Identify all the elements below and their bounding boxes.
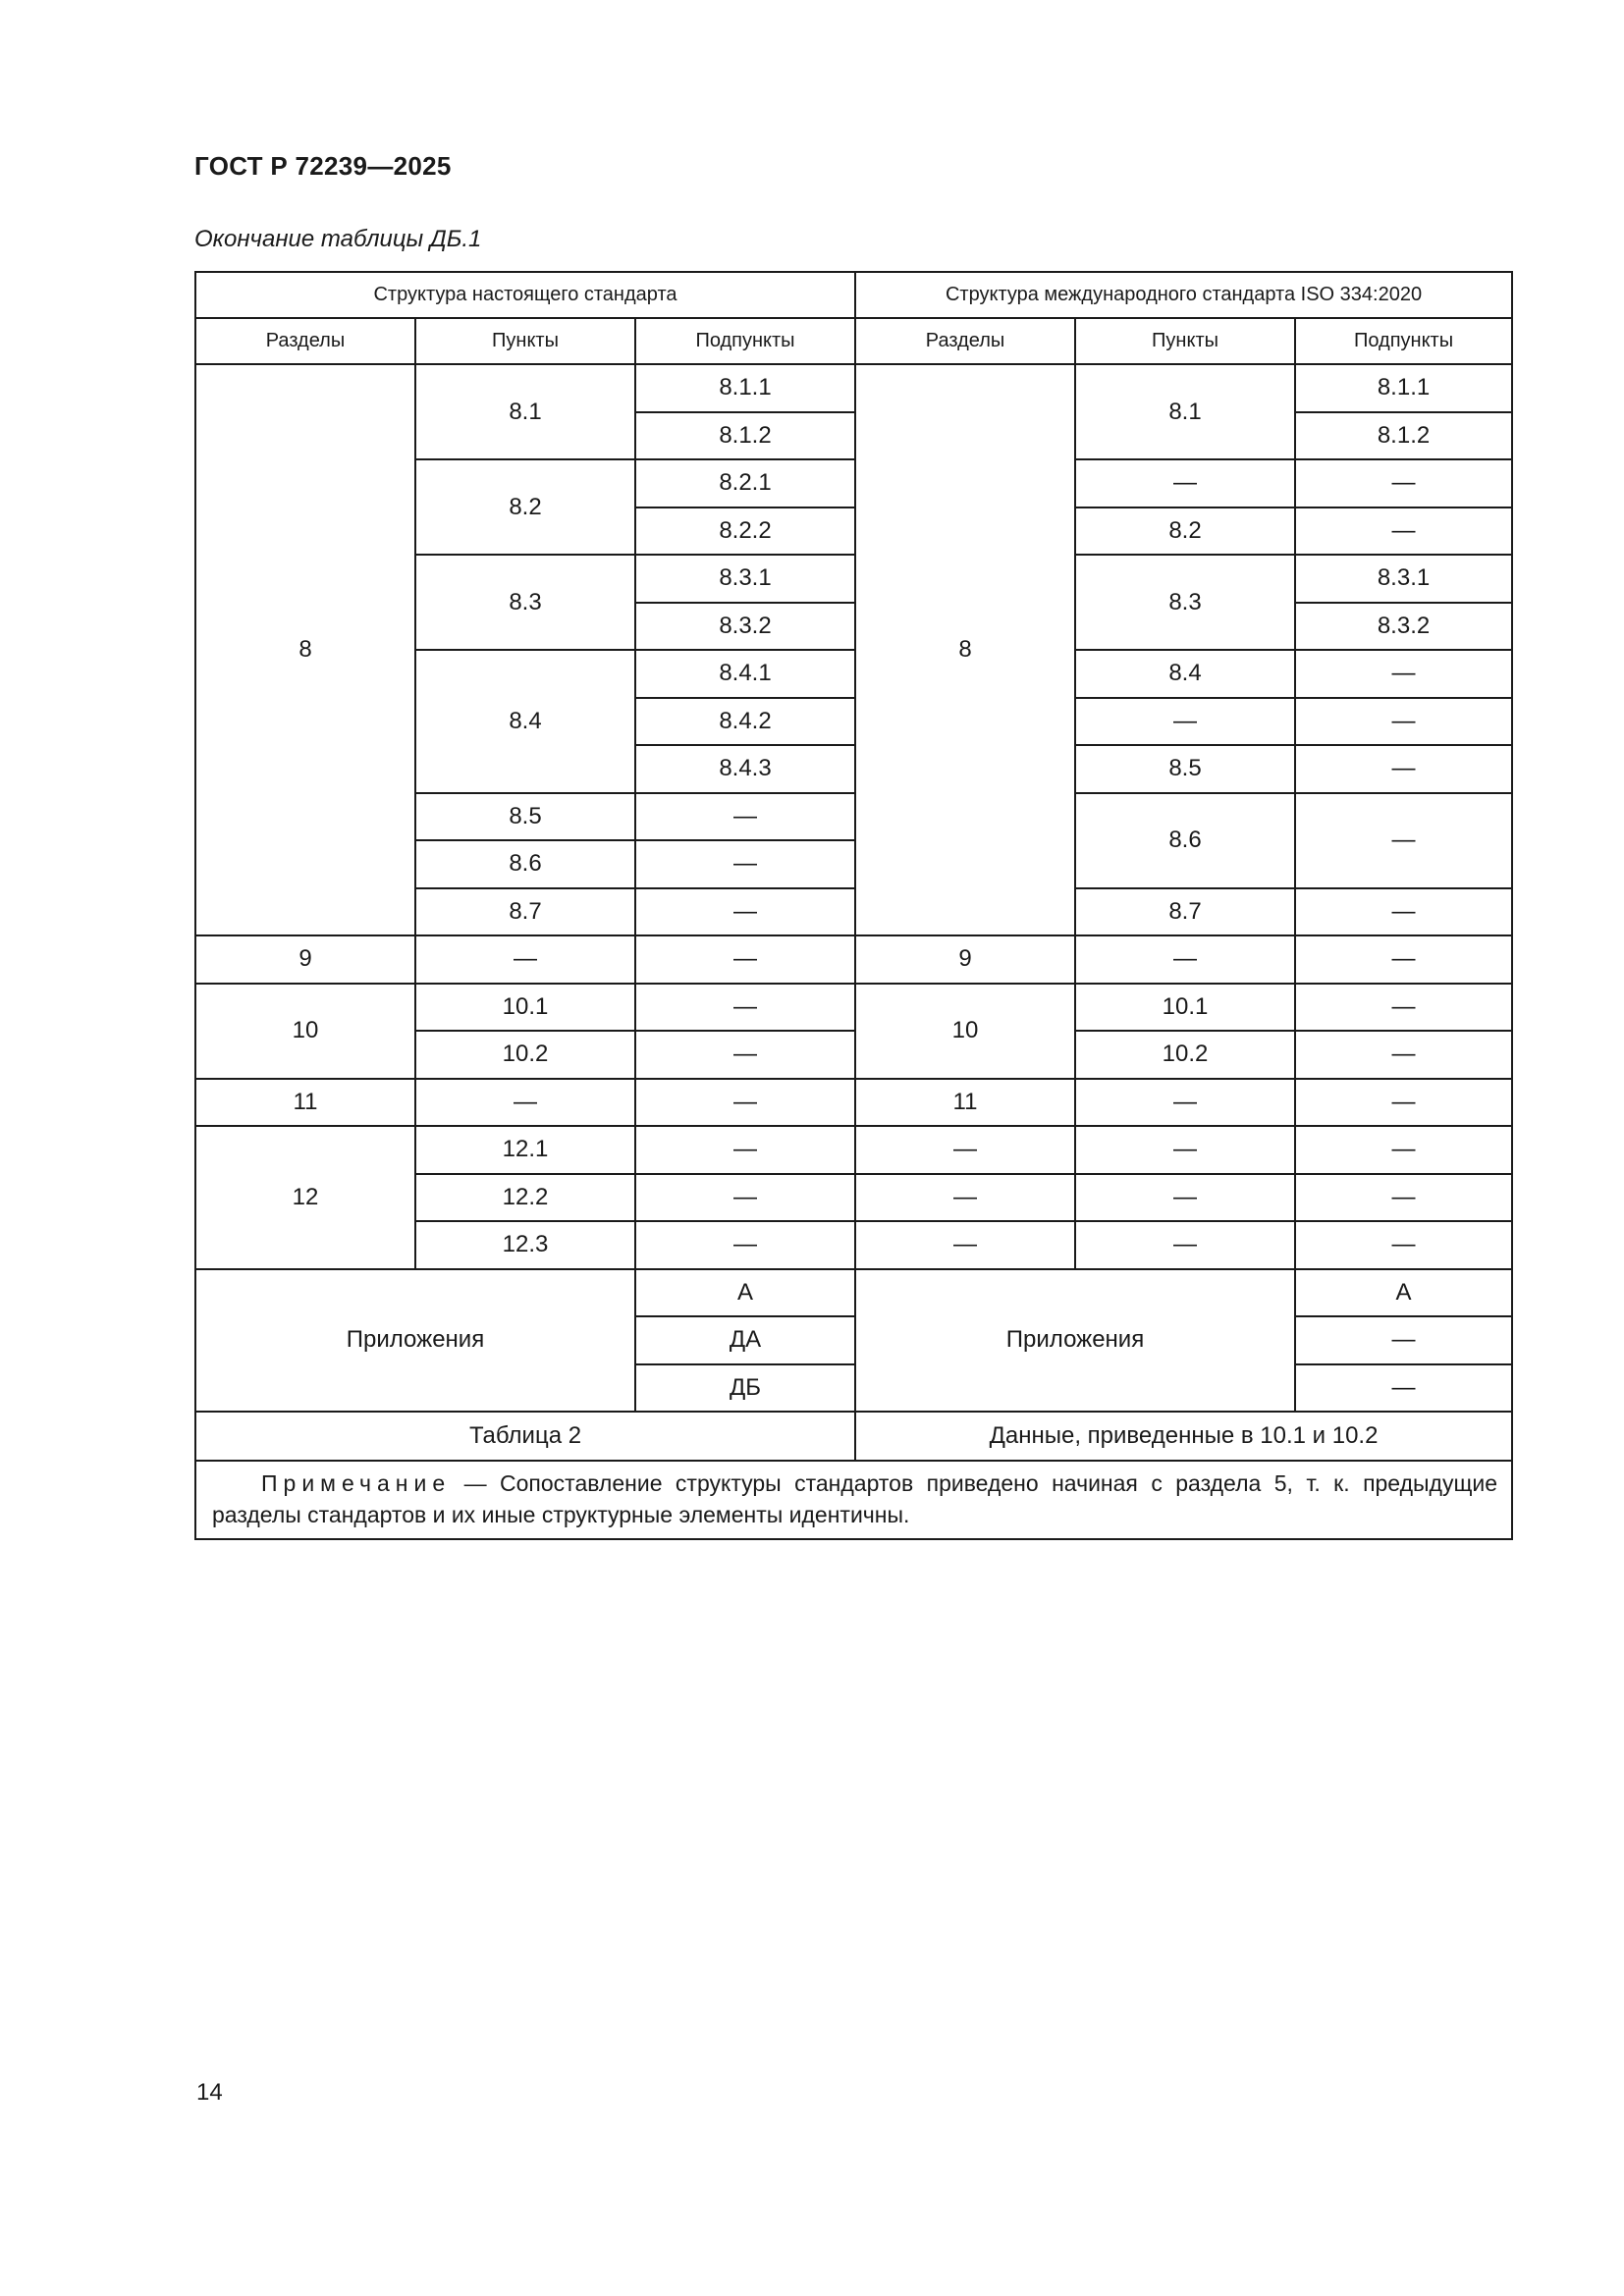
group-header-row: [195, 272, 1512, 318]
cell-subpoint: —: [635, 1031, 855, 1079]
cell-subpoint: —: [1295, 888, 1512, 936]
cell-subpoint: —: [1295, 984, 1512, 1032]
cell-point: —: [1075, 459, 1295, 507]
table-caption: Окончание таблицы ДБ.1: [194, 226, 482, 252]
cell-section: 8: [195, 364, 415, 935]
cell-subpoint: —: [635, 1079, 855, 1127]
cell-point: 8.2: [415, 459, 635, 555]
cell-point: —: [1075, 698, 1295, 746]
cell-section: 9: [855, 935, 1075, 984]
cell-appendix: —: [1295, 1364, 1512, 1413]
col-header: Подпункты: [1295, 318, 1512, 364]
cell-point: 8.3: [415, 555, 635, 650]
col-header: Пункты: [415, 318, 635, 364]
table-row: [195, 1412, 1512, 1461]
cell-subpoint: 8.4.2: [635, 698, 855, 746]
cell-section: 11: [855, 1079, 1075, 1127]
cell-point: 10.1: [415, 984, 635, 1032]
cell-point: 8.5: [415, 793, 635, 841]
cell-subpoint: —: [1295, 1221, 1512, 1269]
cell-subpoint: 8.3.2: [1295, 603, 1512, 651]
cell-subpoint: 8.1.1: [635, 364, 855, 412]
col-header: Разделы: [855, 318, 1075, 364]
cell-subpoint: —: [1295, 745, 1512, 793]
cell-subpoint: —: [635, 935, 855, 984]
note-label: Примечание: [261, 1470, 452, 1496]
cell-section: —: [855, 1221, 1075, 1269]
cell-point: 8.1: [1075, 364, 1295, 459]
cell-section: 12: [195, 1126, 415, 1269]
cell-point: 10.1: [1075, 984, 1295, 1032]
cell-point: 8.7: [1075, 888, 1295, 936]
cell-subpoint: —: [635, 1174, 855, 1222]
cell-subpoint: —: [635, 1126, 855, 1174]
col-header: Пункты: [1075, 318, 1295, 364]
cell-subpoint: —: [1295, 1174, 1512, 1222]
cell-subpoint: —: [635, 984, 855, 1032]
cell-point: 12.1: [415, 1126, 635, 1174]
note-text: — Сопоставление структуры стандартов приведено начиная с раздела 5, т. к. предыдущие разделы стандартов и их иные структурные элементы идентичны.: [212, 1470, 1498, 1527]
cell-point: 8.5: [1075, 745, 1295, 793]
cell-subpoint: —: [1295, 459, 1512, 507]
cell-point: —: [1075, 1174, 1295, 1222]
cell-point: 8.1: [415, 364, 635, 459]
appendices-label-left: Приложения: [195, 1269, 635, 1413]
cell-point: 12.3: [415, 1221, 635, 1269]
cell-point: 10.2: [415, 1031, 635, 1079]
cell-link-left: Таблица 2: [195, 1412, 855, 1461]
cell-subpoint: 8.1.2: [1295, 412, 1512, 460]
cell-point: —: [415, 1079, 635, 1127]
cell-subpoint: 8.3.1: [1295, 555, 1512, 603]
cell-section: 10: [855, 984, 1075, 1079]
cell-point: 12.2: [415, 1174, 635, 1222]
cell-point: 8.6: [1075, 793, 1295, 888]
table-row: [195, 1269, 1512, 1317]
table-row: [195, 935, 1512, 984]
table-note: [195, 1461, 1512, 1539]
cell-section: —: [855, 1174, 1075, 1222]
cell-subpoint: —: [1295, 698, 1512, 746]
structure-comparison-table: [194, 271, 1513, 1540]
cell-point: 8.2: [1075, 507, 1295, 556]
cell-subpoint: —: [1295, 1079, 1512, 1127]
cell-point: —: [1075, 1126, 1295, 1174]
cell-subpoint: 8.4.3: [635, 745, 855, 793]
cell-subpoint: 8.2.1: [635, 459, 855, 507]
cell-subpoint: 8.3.2: [635, 603, 855, 651]
cell-section: —: [855, 1126, 1075, 1174]
cell-subpoint: —: [635, 840, 855, 888]
table-row: [195, 984, 1512, 1032]
cell-subpoint: —: [1295, 1126, 1512, 1174]
col-header: Разделы: [195, 318, 415, 364]
cell-point: —: [1075, 1079, 1295, 1127]
cell-section: 10: [195, 984, 415, 1079]
cell-point: —: [1075, 935, 1295, 984]
cell-point: 8.7: [415, 888, 635, 936]
page-number: 14: [196, 2079, 223, 2106]
cell-appendix: А: [635, 1269, 855, 1317]
cell-point: 8.3: [1075, 555, 1295, 650]
cell-subpoint: —: [1295, 1031, 1512, 1079]
col-header: Подпункты: [635, 318, 855, 364]
cell-subpoint: 8.3.1: [635, 555, 855, 603]
note-row: [195, 1461, 1512, 1539]
cell-section: 8: [855, 364, 1075, 935]
cell-appendix: ДБ: [635, 1364, 855, 1413]
table-row: [195, 1126, 1512, 1174]
cell-subpoint: —: [1295, 793, 1512, 888]
cell-subpoint: 8.2.2: [635, 507, 855, 556]
cell-section: 11: [195, 1079, 415, 1127]
cell-point: —: [415, 935, 635, 984]
cell-point: 8.6: [415, 840, 635, 888]
cell-link-right: Данные, приведенные в 10.1 и 10.2: [855, 1412, 1512, 1461]
document-code: ГОСТ Р 72239—2025: [194, 151, 452, 181]
cell-section: 9: [195, 935, 415, 984]
cell-subpoint: —: [1295, 507, 1512, 556]
column-header-row: [195, 318, 1512, 364]
table-row: [195, 364, 1512, 412]
group-header-national: Структура настоящего стандарта: [195, 272, 855, 318]
cell-appendix: ДА: [635, 1316, 855, 1364]
cell-point: 8.4: [1075, 650, 1295, 698]
appendices-label-right: Приложения: [855, 1269, 1295, 1413]
cell-subpoint: 8.1.2: [635, 412, 855, 460]
cell-subpoint: 8.1.1: [1295, 364, 1512, 412]
cell-appendix: —: [1295, 1316, 1512, 1364]
cell-subpoint: 8.4.1: [635, 650, 855, 698]
cell-subpoint: —: [1295, 650, 1512, 698]
cell-point: 10.2: [1075, 1031, 1295, 1079]
group-header-international: Структура международного стандарта ISO 334:2020: [855, 272, 1512, 318]
table-row: [195, 1079, 1512, 1127]
cell-subpoint: —: [1295, 935, 1512, 984]
cell-subpoint: —: [635, 793, 855, 841]
cell-point: 8.4: [415, 650, 635, 793]
cell-subpoint: —: [635, 888, 855, 936]
cell-subpoint: —: [635, 1221, 855, 1269]
cell-appendix: А: [1295, 1269, 1512, 1317]
cell-point: —: [1075, 1221, 1295, 1269]
